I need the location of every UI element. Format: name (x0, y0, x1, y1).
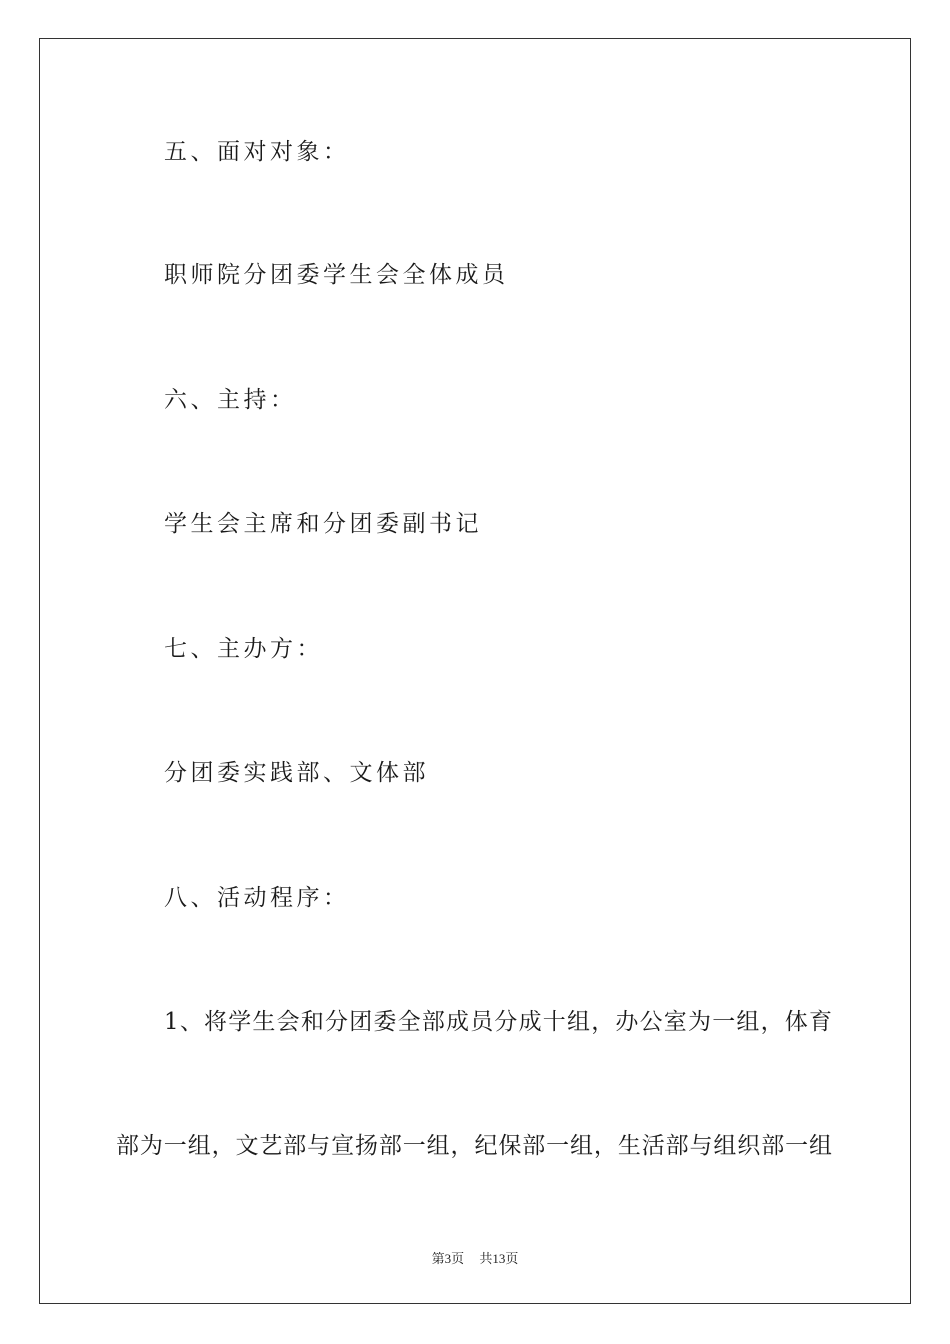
section-heading-organizer: 七、主办方： (164, 636, 323, 662)
page-total: 共13页 (479, 1251, 519, 1266)
section-heading-procedure: 八、活动程序： (164, 885, 350, 911)
page-number: 第3页 (431, 1251, 465, 1266)
page-footer (0, 1248, 950, 1267)
paragraph-audience: 职师院分团委学生会全体成员 (164, 262, 509, 288)
paragraph-organizer: 分团委实践部、文体部 (164, 760, 429, 786)
paragraph-host: 学生会主席和分团委副书记 (164, 511, 482, 537)
paragraph-procedure-line-1: 1、将学生会和分团委全部成员分成十组，办公室为一组，体育 (164, 1009, 832, 1035)
section-heading-audience: 五、面对对象： (164, 139, 350, 165)
page-frame (39, 38, 911, 1304)
section-heading-host: 六、主持： (164, 387, 297, 413)
paragraph-procedure-line-2: 部为一组，文艺部与宣扬部一组，纪保部一组，生活部与组织部一组 (116, 1133, 832, 1159)
